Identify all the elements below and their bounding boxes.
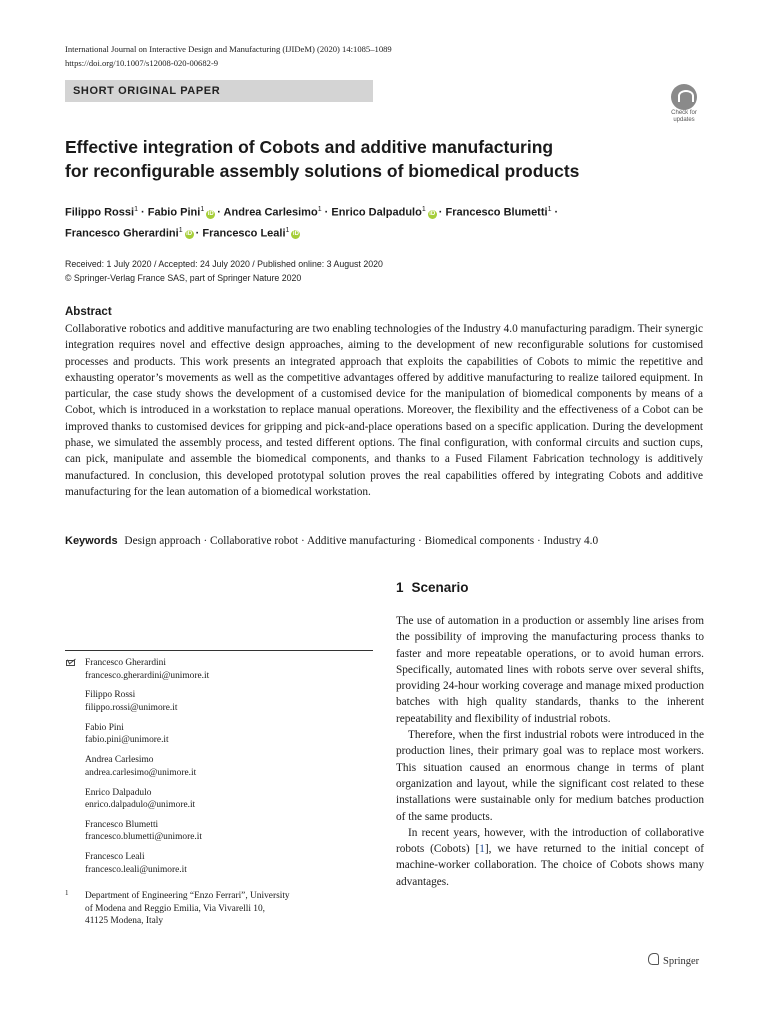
crossmark-icon [671, 84, 697, 110]
paper-title [65, 135, 665, 183]
publication-dates [65, 257, 383, 285]
contact-name: Francesco Blumetti [85, 819, 159, 830]
contact-entry [65, 689, 373, 714]
section-heading [396, 580, 469, 595]
orcid-icon[interactable]: iD [292, 231, 299, 238]
paragraph-text: ], we have returned to the initial concept of machine-worker collaboration. The choice of Cobots shows many advantages. [396, 843, 704, 888]
contact-name: Filippo Rossi [85, 690, 136, 701]
author-contacts [65, 657, 373, 884]
contact-entry [65, 722, 373, 747]
contact-email[interactable]: francesco.blumetti@unimore.it [85, 832, 202, 843]
section-number: 1 [396, 580, 404, 595]
copyright-line: © Springer-Verlag France SAS, part of Springer Nature 2020 [65, 273, 302, 283]
paragraph-text: In recent years, however, with the introduction of collaborative robots (Cobots) [ [396, 826, 704, 856]
affiliation-line: Department of Engineering “Enzo Ferrari”, University [85, 891, 290, 901]
affiliation-footnote [65, 890, 373, 928]
envelope-icon [66, 660, 75, 666]
title-line-2: for reconfigurable assembly solutions of biomedical products [65, 161, 580, 181]
contact-entry [65, 754, 373, 779]
author-affiliation-sup: 1 [134, 206, 138, 213]
section-title: Scenario [411, 580, 469, 595]
journal-header [65, 42, 392, 70]
affiliation-line: 41125 Modena, Italy [85, 916, 164, 927]
crossmark-label-2: updates [673, 116, 695, 123]
author-name: Fabio Pini [147, 206, 201, 219]
contact-email[interactable]: andrea.carlesimo@unimore.it [85, 767, 197, 778]
publisher-mark [648, 953, 699, 967]
contact-entry [65, 851, 373, 876]
affiliation-number: 1 [65, 889, 69, 897]
affiliation-line: of Modena and Reggio Emilia, Via Vivarelli 10, [85, 903, 265, 914]
author-name: Francesco Blumetti [445, 206, 548, 219]
doi-link[interactable]: https://doi.org/10.1007/s12008-020-00682-9 [65, 58, 219, 68]
journal-citation: International Journal on Interactive Design and Manufacturing (IJIDeM) (2020) 14:1085–1089 [65, 44, 392, 54]
crossmark-label-1: Check for [671, 110, 697, 116]
keywords-text: Design approach · Collaborative robot · Additive manufacturing · Biomedical components · Industry 4.0 [124, 535, 599, 547]
contact-name: Fabio Pini [85, 722, 124, 733]
title-line-1: Effective integration of Cobots and additive manufacturing [65, 137, 554, 157]
author-affiliation-sup: 1 [317, 206, 322, 213]
author-name: Filippo Rossi [65, 206, 135, 219]
author-name: Andrea Carlesimo [223, 206, 318, 219]
abstract-text: Collaborative robotics and additive manufacturing are two enabling technologies of the Industry 4.0 manufacturing paradigm. Their synergic integration requires novel and effective design approaches, aiming to the development of new reconfigurable solutions for customised processes and products. This work presents an integrated approach that exploits the capabilities of Cobots to mimic the repetitive and exhausting operator’s movements as well as the competitive advantages offered by additive manufacturing to realize tailored equipment. In particular, the case study shows the development of a customised device for the manipulation of biomedical components by means of a Cobot, which is introduced in a workstation to replace manual operations. Moreover, the flexibility and the effectiveness of a Cobot can be improved thanks to customised devices for gripping and pick-and-place operations based on a specific application. During the development phase, we simulated the assembly process, and tested different options. The final configuration, with conformal circuits and suction cups, can pick, manipulate and assemble the biomedical components, and thanks to a Fused Filament Fabrication technology is additively manufactured. In conclusion, this developed prototypal solution proves the real capabilities offered by integrating Cobots and additive manufacturing for the lean automation of a biomedical workstation. [65, 323, 703, 498]
publisher-name: Springer [663, 956, 700, 967]
author-affiliation-sup: 1 [200, 206, 205, 213]
contact-name: Francesco Leali [85, 852, 145, 863]
body-paragraph [396, 825, 704, 890]
author-name: Francesco Leali [202, 227, 286, 240]
footnote-rule [65, 650, 373, 651]
contact-email[interactable]: filippo.rossi@unimore.it [85, 702, 178, 713]
contact-name: Andrea Carlesimo [85, 755, 154, 766]
contact-email[interactable]: francesco.gherardini@unimore.it [85, 670, 210, 681]
author-affiliation-sup: 1 [178, 226, 183, 234]
author-affiliation-sup: 1 [421, 206, 426, 213]
article-type-bar: SHORT ORIGINAL PAPER [65, 80, 373, 102]
springer-horse-icon [648, 953, 659, 965]
body-column-right [396, 613, 704, 890]
keywords [65, 534, 705, 548]
contact-entry [65, 787, 373, 812]
contact-email[interactable]: fabio.pini@unimore.it [85, 735, 169, 746]
citation-link[interactable]: 1 [479, 843, 485, 856]
abstract-heading: Abstract [65, 306, 112, 318]
keywords-heading: Keywords [65, 535, 118, 547]
author-list: Filippo Rossi$^1$ · Fabio Pini$^1$iD · Andrea Carlesimo$^1$ · Enrico Dalpadulo$^1$iD · Francesco Blumetti$^1$ · Francesco Gherardini$^1$iD · Francesco Leali$^1$iD [65, 206, 559, 240]
orcid-icon[interactable]: iD [186, 231, 193, 238]
author-affiliation-sup: 1 [285, 226, 290, 234]
contact-name: Enrico Dalpadulo [85, 787, 152, 798]
author-name: Francesco Gherardini [65, 227, 179, 240]
contact-entry [65, 657, 373, 682]
body-paragraph: The use of automation in a production or assembly line arises from the possibility of improving the manufacturing process thanks to faster and more repeatable operations, or to avoid human errors. Specifically, automated lines with robots serve over several shifts, providing 24-hour working coverage and manage mixed production batches with high quality standards, thanks to the inherent repeatability and flexibility of industrial robots. [396, 615, 704, 725]
author-name: Enrico Dalpadulo [331, 206, 422, 219]
check-for-updates-badge[interactable] [664, 84, 704, 124]
orcid-icon[interactable]: iD [207, 210, 214, 217]
author-affiliation-sup: 1 [547, 206, 552, 213]
dates-line: Received: 1 July 2020 / Accepted: 24 July 2020 / Published online: 3 August 2020 [65, 259, 383, 269]
body-paragraph: Therefore, when the first industrial robots were introduced in the production lines, their primary goal was to replace most workers. This situation caused an enormous change in terms of plant organization and layout, while the significant cost related to these installations were sustainable only for medium batches production of the same products. [396, 729, 704, 823]
orcid-icon[interactable]: iD [429, 210, 436, 217]
contact-email[interactable]: enrico.dalpadulo@unimore.it [85, 800, 196, 811]
contact-name: Francesco Gherardini [85, 658, 166, 668]
contact-entry [65, 819, 373, 844]
contact-email[interactable]: francesco.leali@unimore.it [85, 864, 187, 875]
